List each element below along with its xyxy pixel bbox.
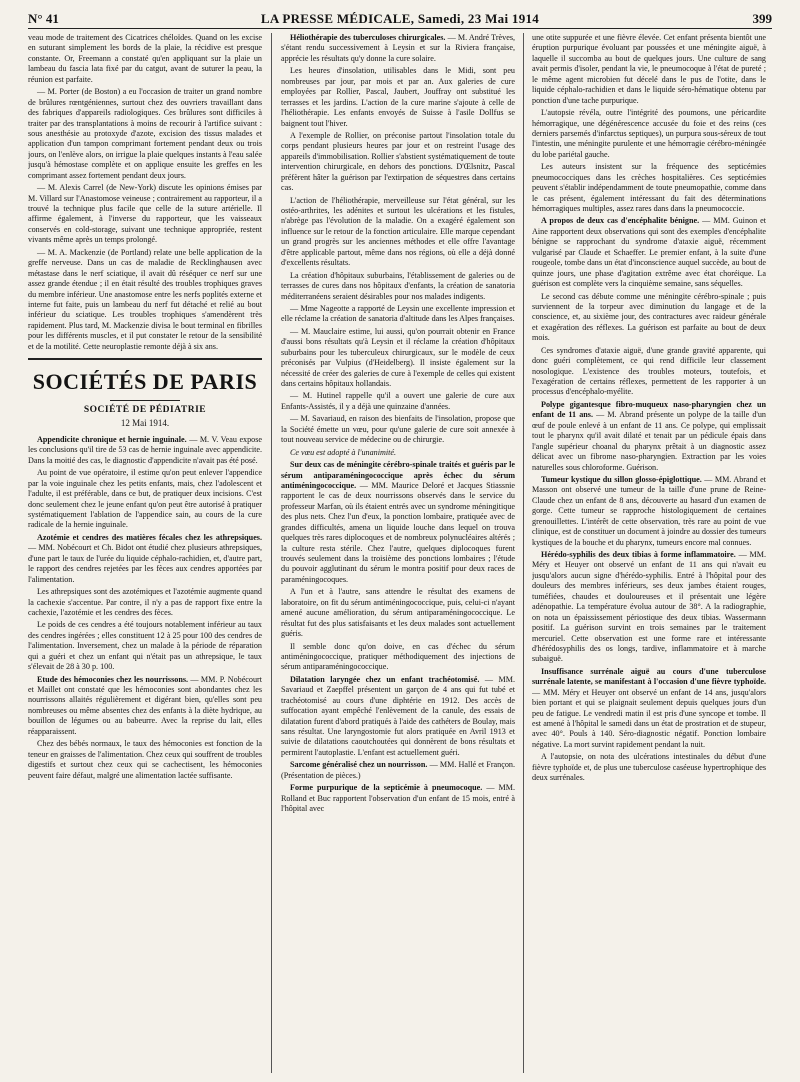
article-heading: Sur deux cas de méningite cérébro-spinale traités et guéris par le sérum antiparaméningococcique après échec du sérum antiméningococcique.: [281, 460, 515, 490]
paragraph: — M. Porter (de Boston) a eu l'occasion de traiter un grand nombre de brûlures rœntgéniennes, surtout chez des ouvriers travaillant dans des fabriques d'appareils radiologiques. Ces brûlures sont difficiles à traiter par des transplantations à moins de recourir à l'artifice suivant : sous anesthésie au protoxyde d'azote, excision des tissus malades et application d'un tampon comprimant fortement pendant deux ou trois jours, on l'enlève alors, on irrigue la plaie quelques instants à l'eau salée jusqu'à hémostase complète et on applique ensuite les greffes en les comprimant assez fortement pendant deux jours.: [28, 87, 262, 180]
society-title: SOCIÉTÉ DE PÉDIATRIE: [83, 405, 207, 416]
paragraph: — M. Savariaud, en raison des bienfaits de l'insolation, propose que la Société émette un vœu, pour qu'une galerie de cure soit annexée à tout nouveau service de médecine ou de chirurgie.: [281, 414, 515, 445]
paragraph: — M. André Trèves, s'étant rendu successivement à Leysin et sur la Riviera française, apprécie les résultats qu'y donne la cure solaire.: [281, 33, 515, 63]
paragraph: — MM. Nobécourt et Ch. Bidot ont étudié chez plusieurs athrepsiques, d'une part le taux de l'urée du liquide céphalo-rachidien, et, d'autre part, le rapport des cendres rejetées par les fèces aux cendres apportées par l'alimentation.: [28, 543, 262, 584]
paragraph: — MM. Rolland et Buc rapportent l'observation d'un enfant de 15 mois, entré à l'hôpital avec: [281, 783, 515, 814]
session-date: 12 Mai 1914.: [120, 418, 170, 429]
paragraph: — MM. Méry et Heuyer ont observé un enfant de 14 ans, jusqu'alors bien portant et qui se plaignait seulement depuis quelques jours d'un peu de fatigue. Le vendredi matin il est pris d'une syncope et tombe. Il est amené à l'hôpital le samedi dans un état de prostration et de stupeur, avec 40°. Pouls à 140. Séro-diagnostic négatif. Ponction lombaire négative. La mort survint rapidement pendant la nuit.: [532, 687, 766, 749]
page-number: 399: [752, 11, 772, 26]
paragraph: — MM. Savariaud et Zaepffel présentent un garçon de 4 ans qui fut tubé et trachéotomisé au cours d'une diphtérie en 1912. Des accès de suffocation ayant empêché l'enlèvement de la canule, des essais de dilatation furent d'abord pratiqués à l'aide des cathéters de Boulay, mais sans résultat. Une laryngostomie fut alors pratiquée en Avril 1913 et suivie de dilatations caoutchoutées qui donnèrent de bons résultats et permirent l'autoplastie. L'enfant est actuellement guéri.: [281, 674, 515, 757]
paragraph: Au point de vue opératoire, il estime qu'on peut enlever l'appendice par la voie inguinale chez les petits enfants, mais, chez l'adolescent et l'adulte, il est préférable, dans ce but, de pratiquer deux incisions. C'est donc seulement chez le jeune enfant qu'on peut être autorisé à pratiquer systématiquement l'ablation de l'appendice sain, au cours de la cure radicale de la hernie inguinale.: [28, 468, 262, 530]
article-heading: A propos de deux cas d'encéphalite bénigne.: [541, 216, 700, 226]
article-heading: Dilatation laryngée chez un enfant trachéotomisé.: [290, 674, 480, 684]
paragraph: — MM. Maurice Deloré et Jacques Stiassnie rapportent le cas de deux nourrissons observés dans le service du professeur Marfan, où ils étaient entrés avec un syndrome méningitique des plus nets. Chez l'un d'eux, la ponction lombaire, pratiquée avec de grandes difficultés, amena un liquide louche dans lequel on trouva quelques très rares diplocoques et de nombreux polynucléaires altérés ; la culture resta stérile. Chez l'autre, quelques diplocoques furent trouvés seulement dans la troisième des ponctions lombaires ; l'étude du pouvoir agglutinant du sérum le montra positif pour deux races de paraméningocoques.: [281, 480, 515, 584]
paragraph: Il semble donc qu'on doive, en cas d'échec du sérum antiméningococcique, pratiquer méthodiquement des injections de sérum antiparaméningococcique.: [281, 641, 515, 672]
paragraph: Les athrepsiques sont des azotémiques et l'azotémie augmente quand la cachexie s'accentue. Par contre, il n'y a pas de rapport fixe entre la cachexie, l'azotémie et les cendres des fèces.: [28, 587, 262, 617]
paragraph: une otite suppurée et une fièvre élevée. Cet enfant présenta bientôt une éruption purpurique évoluant par poussées et une méningite aiguë, à laquelle il succomba au bout de quelques jours. Une culture de sang avait permis d'isoler, pendant la vie, le pneumocoque à l'état de pureté ; le même agent microbien fut décelé dans le pus de l'otite, dans le liquide céphalo-rachidien et dans le liquide séro-hématique obtenu par ponction d'une tache purpurique.: [532, 33, 766, 105]
paragraph: La création d'hôpitaux suburbains, l'établissement de galeries ou de terrasses de cures dans nos hôpitaux d'enfants, la création de sanatoria méditerranéens seraient désirables pour nos malades indigents.: [281, 270, 515, 301]
paragraph: A l'exemple de Rollier, on préconise partout l'insolation totale du corps pendant plusieurs heures par jour et on restreint l'usage des appareils d'immobilisation. Rollier s'abstient systématiquement de toute intervention chirurgicale, en dehors des ponctions. D'Œlsnitz, Pascal préfèrent hâter la guérison par l'extirpation de séquestres dans certains cas.: [281, 130, 515, 193]
paragraph: Chez des bébés normaux, le taux des hémoconies est fonction de la teneur en graisses de l'alimentation. Chez ceux qui souffrent de troubles digestifs et surtout chez ceux qui se cachectisent, les hémoconies peuvent faire défaut, malgré une alimentation lactée suffisante.: [28, 739, 262, 780]
paragraph: veau mode de traitement des Cicatrices chéloïdes. Quand on les excise en suturant simplement les bords de la plaie, la récidive est presque constante. Or, Freemann a constaté qu'en appliquant sur la plaie un lambeau du fascia lata fixé par du catgut, avant de suturer la peau, la réunion est parfaite.: [28, 33, 262, 84]
column-divider: [523, 33, 524, 1073]
paragraph: L'autopsie révéla, outre l'intégrité des poumons, une péricardite hémorragique, une dégénérescence accusée du foie et des reins (ces derniers parsemés d'infarctus septiques), un purpura sous-séreux de tout l'intestin, une méningite purulente et une hémorragie cérébro-méningée du lobe pariétal gauche.: [532, 108, 766, 159]
divider: [110, 400, 180, 401]
paragraph: Ces syndromes d'ataxie aiguë, d'une grande gravité apparente, qui donc guéri complètement, ce qui rend difficile leur classement nosologique. L'existence des troubles moteurs, toutefois, et l'exagération de certains réflexes, permettent de les rapporter à un processus d'encéphalo-myélite.: [532, 345, 766, 397]
article-heading: Appendicite chronique et hernie inguinale.: [37, 434, 187, 444]
paragraph: — MM. Hallé et Françon. (Présentation de pièces.): [281, 760, 515, 780]
paragraph: A l'autopsie, on nota des ulcérations intestinales du début d'une fièvre typhoïde et, de plus une tuberculose caséeuse hypertrophique des deux surrénales.: [532, 752, 766, 783]
paragraph: — M. A. Mackenzie (de Portland) relate une belle application de la greffe nerveuse. Dans un cas de maladie de Recklinghausen avec métastase dans le nerf sciatique, il avait dû réséquer ce nerf sur une assez grande étendue ; il en était résulté des troubles trophiques graves du membre inférieur. Une anastomose entre les nerfs poplités externe et interne fut faite, puis un lambeau du nerf fut détaché et relié au bout inférieur du sciatique. Les troubles trophiques s'amendèrent très rapidement. Plus tard, M. Mackenzie divisa le bout terminal en fibrilles pour les différents muscles, et il put constater le retour de la sensibilité et de la motilité. Cette neuroplastie remonte déjà à six ans.: [28, 247, 262, 351]
paragraph: A l'un et à l'autre, sans attendre le résultat des examens de laboratoire, on fit du sérum antiméningococcique, puis, celui-ci n'ayant amené aucune amélioration, du sérum antiparaméningococcique. Le résultat fut des plus satisfaisants et les deux malades sont actuellement guéris.: [281, 587, 515, 639]
paragraph: — MM. Méry et Heuyer ont observé un enfant de 11 ans qui n'avait eu jusqu'alors aucun signe d'hérédo-syphilis. Entré à l'hôpital pour des douleurs des membres inférieurs, ses deux jambes étaient rouges, tuméfiées, chaudes et douloureuses et il présentait une légère adénopathie. La température évolua autour de 38°. A la radiographie, on nota un épaississement périostique des deux tibias. Wassermann positif. La guérison survint en trois semaines par le traitement mercuriel. Cette observation est une forme rare et intéressante d'hérédosyphilis des os longs, tardive, inflammatoire et à marche subaiguë.: [532, 550, 766, 664]
paragraph: — M. Abrand présente un polype de la taille d'un œuf de poule enlevé à un enfant de 11 ans. Ce polype, qui emplissait tout le pharynx qu'il avait dilaté et tenait par un pédicule épais dans l'angle supérieur choanal du pharynx prêtait à un diagnostic assez délicat avec un fibrome naso-pharyngien. Extraction par les voies naturelles sous chloroforme. Guérison.: [532, 410, 766, 472]
article-heading: Insuffisance surrénale aiguë au cours d'une tuberculose surrénale latente, se manifestant à l'occasion d'une fièvre typhoïde.: [532, 666, 766, 687]
article-heading: Azotémie et cendres des matières fécales chez les athrepsiques.: [37, 532, 262, 542]
article-heading: Sarcome généralisé chez un nourrisson.: [290, 760, 428, 770]
article-heading: Etude des hémoconies chez les nourrissons.: [37, 674, 189, 684]
column-1: [28, 33, 262, 1075]
paragraph: — M. Alexis Carrel (de New-York) discute les opinions émises par M. Villard sur l'Anastomose veineuse ; contrairement au rapporteur, il a trouvé la technique plus facile que celle de la suture artérielle. Il affirme également, à l'inverse du rapporteur, que les vaisseaux conservés en cold-storage, suivant une technique appropriée, restent vivants même après un temps prolongé.: [28, 183, 262, 245]
paragraph: Les heures d'insolation, utilisables dans le Midi, sont peu nombreuses par jour, par mois et par an. Aux galeries de cure employées par Rollier, Pascal, Jaubert, Jouffray ont substitué les terrasses et les jardins. L'action de la cure marine s'ajoute à celle de l'héliothérapie. Les enfants envoyés de Suisse à l'asile Dollfus se baignent tout l'hiver.: [281, 66, 515, 128]
page-header: [28, 7, 772, 29]
column-3: [532, 33, 766, 1075]
journal-title: LA PRESSE MÉDICALE, Samedi, 23 Mai 1914: [260, 11, 540, 26]
paragraph: Le second cas débute comme une méningite cérébro-spinale ; puis surviennent de la torpeur avec diminution du langage et de la conscience, et, au sixième jour, des contractures avec raideur générale et exagération des réflexes. La guérison est parfaite au bout de deux mois.: [532, 291, 766, 343]
paragraph: — MM. P. Nobécourt et Maillet ont constaté que les hémoconies sont abondantes chez les nourrissons allaités régulièrement et digérant bien, qu'elles sont peu nombreuses ou même absentes chez des enfants à la diète hydrique, au bouillon de légumes ou au babeurre. Avec la reprise du lait, elles réapparaissent.: [28, 674, 262, 736]
paragraph: — MM. Guinon et Aine rapportent deux observations qui sont des exemples d'encéphalite bénigne se rapprochant du syndrome d'ataxie aiguë, récemment vulgarisé par Claude et Schaeffer. Le premier enfant, à la suite d'une rougeole, tombe dans un état d'inconscience auquel succède, au bout de quinze jours, une phase d'agitation extrême avec état choréique. La guérison est complète vers la cinquième semaine, sans séquelles.: [532, 216, 766, 289]
paragraph: Le poids de ces cendres a été toujours notablement inférieur au taux des cendres ingérées ; elles constituent 12 à 25 pour 100 des cendres de l'alimentation. Inversement, chez un malade à la période de réparation qui a guéri et chez un enfant qui n'était pas un athrepsique, le taux s'élevait de 28 à 30 p. 100.: [28, 620, 262, 672]
paragraph: — MM. Abrand et Masson ont observé une tumeur de la taille d'une prune de Reine-Claude chez un enfant de 8 ans, découverte au hasard d'un examen de gorge. Cette tumeur se rapproche histologiquement de certaines grenouillettes. L'intérêt de cette observation, très rare au point de vue clinique, est de constituer un document à joindre au dossier des tumeurs kystiques de la bouche et du pharynx, tumeurs encore mal connues.: [532, 474, 766, 547]
article-heading: Forme purpurique de la septicémie à pneumocoque.: [290, 783, 483, 793]
article-heading: Tumeur kystique du sillon glosso-épiglottique.: [541, 474, 702, 484]
paragraph: — Mme Nageotte a rapporté de Leysin une excellente impression et elle réclame la création de sanatoria d'altitude dans les Alpes françaises.: [281, 303, 515, 324]
paragraph: Les auteurs insistent sur la fréquence des septicémies pneumococciques dans les crèches hospitalières. Ces septicémies peuvent s'établir indépendamment de toute pneumopathie, comme dans le cas présent, également intéressant du fait des déterminations hémorragiques multiples, assez rares dans dans la pneumococcie.: [532, 162, 766, 213]
header-rule: [28, 28, 772, 29]
section-rule: [28, 358, 262, 360]
paragraph: — M. Mauclaire estime, lui aussi, qu'on pourrait obtenir en France d'aussi bons résultats qu'à Leysin et il réclame la création d'hôpitaux suburbains pour les tuberculeux chirurgicaux, sur le modèle de ceux préconisés par Vulpius (d'Heidelberg). Il insiste également sur la nécessité de créer des galeries de cure à l'exemple de celles qui existent dans certains hôpitaux hollandais.: [281, 326, 515, 388]
paragraph: Ce vœu est adopté à l'unanimité.: [290, 447, 396, 457]
article-heading: Héliothérapie des tuberculoses chirurgicales.: [290, 33, 446, 42]
column-divider: [271, 33, 272, 1073]
article-heading: Polype gigantesque fibro-muqueux naso-pharyngien chez un enfant de 11 ans.: [532, 399, 766, 420]
issue-number: N° 41: [28, 11, 59, 26]
paragraph: — M. V. Veau expose les conclusions qu'il tire de 53 cas de hernie inguinale avec appendicite. Dans la moitié des cas, le diagnostic d'appendicite n'avait pas été posé.: [28, 434, 262, 465]
section-title: SOCIÉTÉS DE PARIS: [32, 369, 258, 395]
column-2: [281, 33, 515, 1075]
paragraph: — M. Hutinel rappelle qu'il a ouvert une galerie de cure aux Enfants-Assistés, il y a déjà une quinzaine d'années.: [281, 391, 515, 411]
article-heading: Hérédo-syphilis des deux tibias à forme inflammatoire.: [541, 550, 736, 559]
paragraph: L'action de l'héliothérapie, merveilleuse sur l'état général, sur les ostéo-arthrites, les adénites et surtout les ulcérations et les fistules, n'abrège pas l'évolution de la maladie. On a exagéré également son influence sur le retour de la fonction articulaire. Elle marque cependant un grand progrès sur les anciennes méthodes et elle offre l'avantage d'être applicable partout, même dans nos régions, où elle a déjà donné d'excellents résultats.: [281, 195, 515, 268]
